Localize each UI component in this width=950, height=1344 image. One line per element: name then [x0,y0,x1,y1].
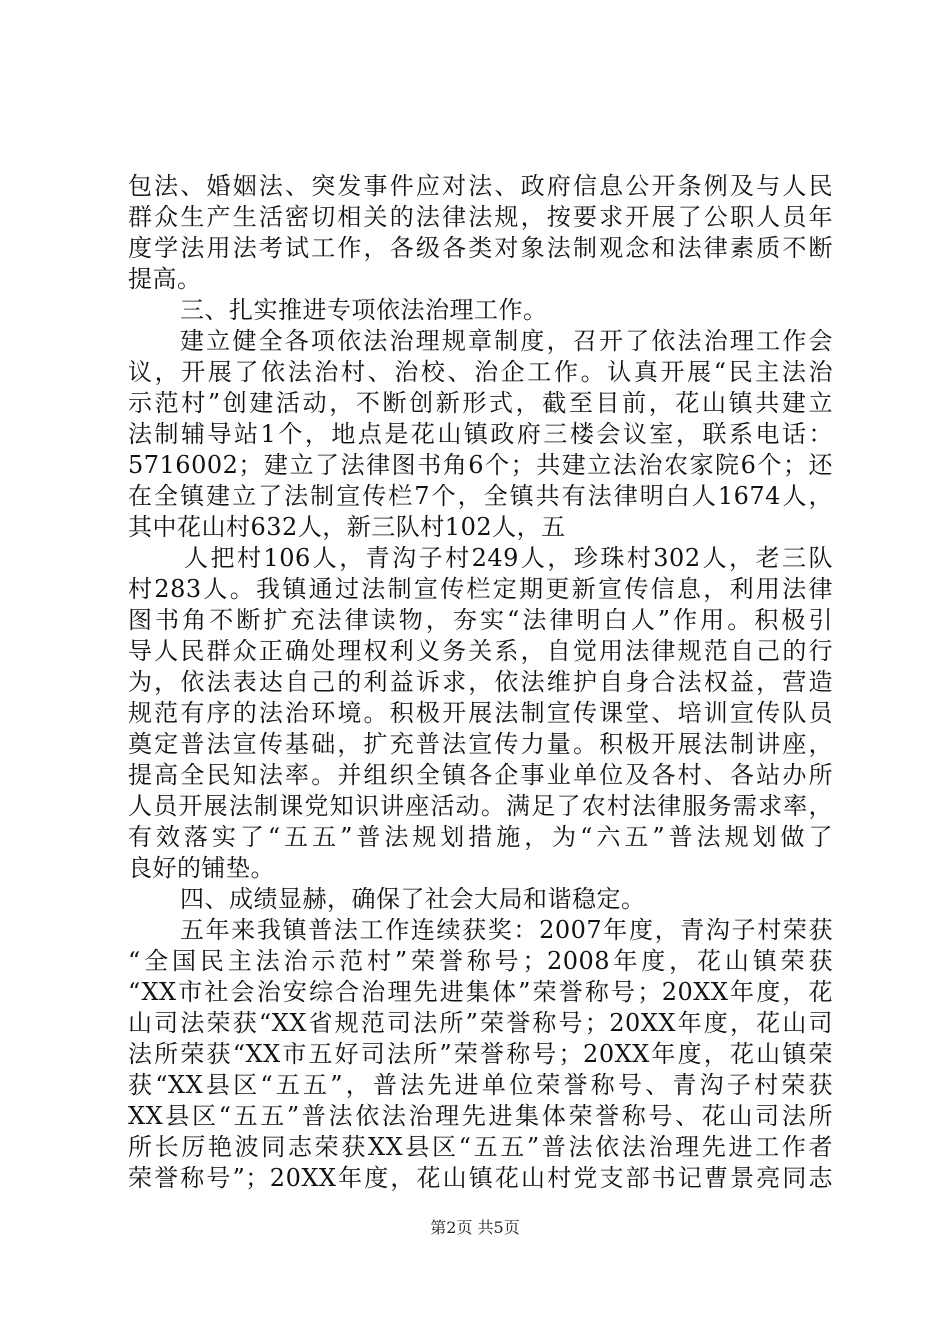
text-line: 法制辅导站1个，地点是花山镇政府三楼会议室，联系电话： [128,420,833,448]
text-line: 图书角不断扩充法律读物，夯实“法律明白人”作用。积极引 [128,606,833,634]
text-line: 提高全民知法率。并组织全镇各企事业单位及各村、各站办所 [128,761,833,789]
text-line: 导人民群众正确处理权利义务关系，自觉用法律规范自己的行 [128,637,833,665]
text-line: 群众生产生活密切相关的法律法规，按要求开展了公职人员年 [128,203,833,231]
text-line: 议，开展了依法治村、治校、治企工作。认真开展“民主法治 [128,358,833,386]
text-line: 有效落实了“五五”普法规划措施，为“六五”普法规划做了 [128,823,833,851]
text-line: 提高。 [128,265,202,293]
text-line: 规范有序的法治环境。积极开展法制宣传课堂、培训宣传队员 [128,699,833,727]
text-line: 5716002；建立了法律图书角6个；共建立法治农家院6个；还 [128,451,833,479]
text-line: 村283人。我镇通过法制宣传栏定期更新宣传信息，利用法律 [128,575,833,603]
text-line: 五年来我镇普法工作连续获奖：2007年度，青沟子村荣获 [180,916,833,944]
section-heading: 四、成绩显赫，确保了社会大局和谐稳定。 [180,885,646,913]
text-line: “全国民主法治示范村”荣誉称号；2008年度，花山镇荣获 [128,947,833,975]
text-line: 建立健全各项依法治理规章制度，召开了依法治理工作会 [180,327,833,355]
text-line: “XX市社会治安综合治理先进集体”荣誉称号；20XX年度，花 [128,978,833,1006]
text-line: 示范村”创建活动，不断创新形式，截至目前，花山镇共建立 [128,389,833,417]
text-line: 奠定普法宣传基础，扩充普法宣传力量。积极开展法制讲座， [128,730,833,758]
text-line: 法所荣获“XX市五好司法所”荣誉称号；20XX年度，花山镇荣 [128,1040,833,1068]
text-line: 山司法荣获“XX省规范司法所”荣誉称号；20XX年度，花山司 [128,1009,833,1037]
text-line: 所长厉艳波同志荣获XX县区“五五”普法依法治理先进工作者 [128,1133,833,1161]
text-line: 在全镇建立了法制宣传栏7个，全镇共有法律明白人1674人， [128,482,833,510]
text-line: 人把村106人，青沟子村249人，珍珠村302人，老三队 [184,544,833,572]
text-line: 人员开展法制课党知识讲座活动。满足了农村法律服务需求率， [128,792,833,820]
document-body [128,171,833,1194]
text-line: 获“XX县区“五五”，普法先进单位荣誉称号、青沟子村荣获 [128,1071,833,1099]
text-line: XX县区“五五”普法依法治理先进集体荣誉称号、花山司法所 [128,1102,833,1130]
text-line: 其中花山村632人，新三队村102人，五 [128,513,566,541]
text-line: 荣誉称号”；20XX年度，花山镇花山村党支部书记曹景亮同志 [128,1164,833,1192]
text-line: 包法、婚姻法、突发事件应对法、政府信息公开条例及与人民 [128,172,833,200]
page-number-footer: 第2页 共5页 [430,1218,520,1237]
text-line: 度学法用法考试工作，各级各类对象法制观念和法律素质不断 [128,234,833,262]
section-heading: 三、扎实推进专项依法治理工作。 [180,296,548,324]
text-line: 为，依法表达自己的利益诉求，依法维护自身合法权益，营造 [128,668,833,696]
text-line: 良好的铺垫。 [128,854,275,882]
